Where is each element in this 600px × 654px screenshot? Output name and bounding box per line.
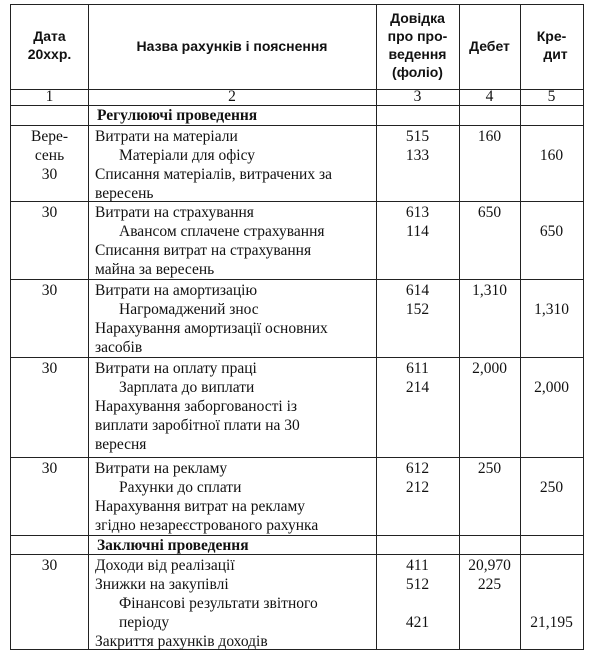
journal-table	[10, 4, 584, 650]
entry-date: 30	[41, 557, 58, 574]
row-divider	[11, 279, 583, 280]
col-number: 3	[413, 88, 422, 105]
entry-credit: 250	[539, 479, 564, 496]
header-credit: Кре- дит	[536, 28, 568, 62]
entry-date: 30	[41, 360, 58, 377]
entry-debit: 1,310	[472, 282, 507, 299]
entry-description: Витрати на рекламу Рахунки до сплати Нарахування витрат на рекламу згідно незареєстрованого рахунка	[95, 460, 319, 534]
entry-debit: 2,000	[472, 360, 507, 377]
section-heading-closing: Заключні проведення	[97, 537, 249, 554]
entry-description: Витрати на матеріали Матеріали для офісу Списання матеріалів, витрачених за вересень	[95, 128, 332, 202]
col-number: 5	[547, 88, 556, 105]
entry-debit: 250	[477, 460, 502, 477]
entry-credit: 2,000	[534, 379, 569, 396]
header-folio: Довідка про про- ведення (фоліо)	[387, 10, 448, 80]
entry-credit: 21,195	[530, 614, 573, 631]
entry-date: Верe- сень 30	[30, 128, 68, 183]
col-number: 4	[485, 88, 494, 105]
entry-credit: 1,310	[534, 301, 569, 318]
entry-date: 30	[41, 204, 58, 221]
row-divider	[11, 357, 583, 358]
entry-folio: 613 114	[405, 204, 430, 240]
entry-description: Витрати на амортизацію Нагромаджений знос Нарахування амортизації основних засобів	[95, 282, 328, 356]
row-divider	[11, 457, 583, 458]
entry-folio: 515 133	[405, 128, 430, 164]
header-debit: Дебет	[469, 38, 510, 54]
entry-folio: 614 152	[405, 282, 430, 318]
entry-description: Витрати на оплату праці Зарплата до виплати Нарахування заборгованості із виплати заробітної плати на 30 вересня	[95, 360, 300, 453]
entry-credit: 650	[539, 223, 564, 240]
entry-folio: 612 212	[405, 460, 430, 496]
col-number: 1	[45, 88, 54, 105]
section-heading-adjusting: Регулюючі проведення	[97, 107, 258, 124]
entry-description: Витрати на страхування Авансом сплачене страхування Списання витрат на страхування майна за вересень	[95, 204, 325, 278]
col-number: 2	[228, 88, 236, 105]
row-divider	[11, 125, 583, 126]
entry-date: 30	[41, 282, 58, 299]
entry-folio: 611 214	[405, 360, 430, 396]
entry-folio: 411 512 421	[405, 557, 430, 631]
header-date: Дата 20xxр.	[27, 28, 72, 62]
entry-credit: 160	[539, 147, 564, 164]
entry-debit: 20,970 225	[468, 557, 511, 593]
entry-debit: 160	[477, 128, 502, 145]
header-name: Назва рахунків і пояснення	[136, 38, 328, 54]
entry-description: Доходи від реалізації Знижки на закупівлі Фінансові результати звітного періоду Закриття рахунків доходів	[95, 557, 318, 650]
entry-debit: 650	[477, 204, 502, 221]
entry-date: 30	[41, 460, 58, 477]
